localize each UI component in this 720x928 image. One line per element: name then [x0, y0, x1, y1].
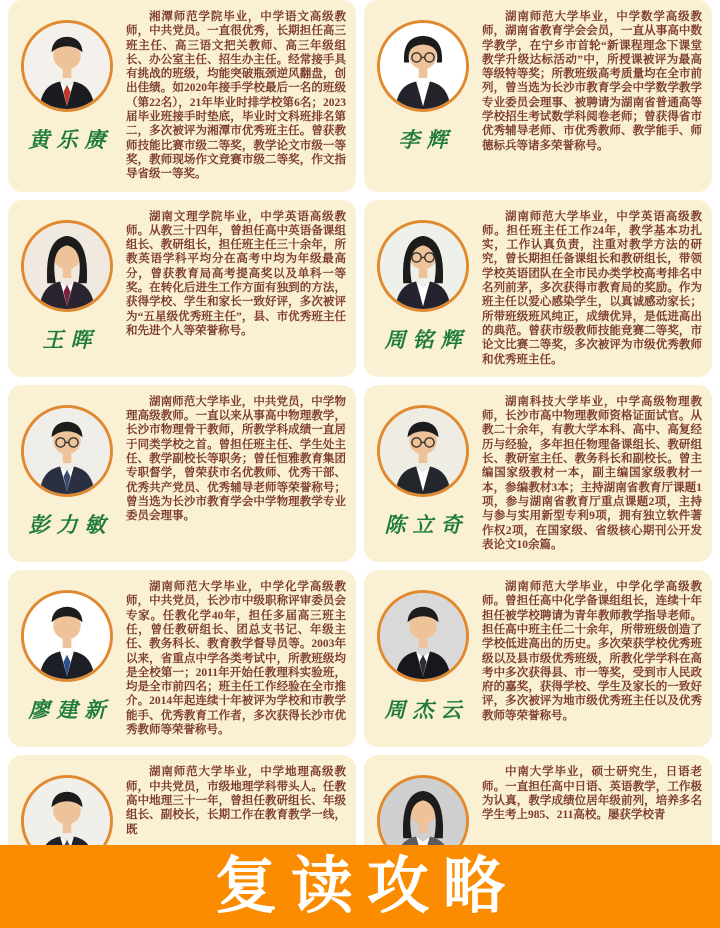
teacher-photo-column	[14, 395, 120, 552]
teacher-card	[8, 570, 356, 747]
teacher-name: 王晖	[42, 327, 99, 352]
teacher-bio: 中南大学毕业，硕士研究生，日语老师。一直担任高中日语、英语教学，工作极为认真，教学成绩位居年级前列，培养多名学生考上985、211高校。屡获学校青	[482, 766, 702, 822]
teacher-card	[8, 385, 356, 562]
teacher-photo	[377, 20, 469, 112]
teacher-card	[364, 0, 712, 192]
teacher-name: 周杰云	[384, 698, 469, 723]
teacher-photo	[21, 220, 113, 312]
teacher-bio: 湖南师范大学毕业，中学化学高级教师，中共党员，长沙市中级职称评审委员会专家。任教化学40年，担任多届高三班主任，曾任教研组长、团总支书记、年级主任、教务科长、教育教学督导员等。2003年以来，省重点中学各类考试中，所教班级均是全校第一；2011年开始任教理科实验班，均是全市前四名；班主任工作经验在全市推介。2014年起连续十年被评为学校和市教学能手、优秀教育工作者，多次获得长沙市优秀教师等荣誉称号。	[126, 581, 346, 737]
teacher-bio: 湖南师范大学毕业，中学数学高级教师，湖南省教育学会会员，一直从事高中数学教学，在宁乡市首轮“新课程理念下课堂教学升级达标活动”中，所授课被评为最高等级特等奖；所教班级高考质量均在全市前列，曾当选为长沙市教育学会中学数学教学专业委员会理事、被聘请为湖南省普通高等学校招生考试数学科阅卷老师；曾获得省市优秀辅导老师、市优秀教师、教学能手、师德标兵等诸多荣誉称号。	[482, 11, 702, 152]
teacher-name: 陈立奇	[384, 512, 469, 537]
teacher-photo-column	[370, 210, 476, 367]
teacher-photo-column	[370, 395, 476, 552]
teacher-photo-column	[14, 210, 120, 367]
teacher-photo	[21, 20, 113, 112]
teacher-photo	[377, 590, 469, 682]
teacher-name: 廖建新	[28, 698, 113, 723]
teacher-name: 黄乐赓	[28, 128, 113, 152]
teacher-bio: 湖南师范大学毕业，中共党员，中学物理高级教师。一直以来从事高中物理教学，长沙市物理骨干教师，所教学科成绩一直居于同类学校之首。曾担任班主任、学生处主任、教学副校长等职务；曾任恒雅教育集团专职督学，曾荣获市名优教师、优秀干部、优秀共产党员、优秀辅导老师等荣誉称号；曾当选为长沙市教育学会中学物理教学专业委员会理事。	[126, 395, 346, 523]
teacher-photo	[21, 590, 113, 682]
teacher-name: 彭力敏	[28, 512, 113, 537]
teacher-name: 周铭辉	[384, 327, 469, 352]
banner-title: 复读攻略	[214, 851, 519, 921]
teacher-card	[8, 200, 356, 377]
teacher-photo-column	[14, 10, 120, 182]
teacher-name: 李辉	[398, 128, 455, 152]
teacher-photo	[377, 405, 469, 497]
teacher-bio: 湖南文理学院毕业，中学英语高级教师。从教三十四年，曾担任高中英语备课组组长、教研组长，担任班主任三十余年，所教英语学科平均分在高考中均为年级最高分，曾获教育局高考提高奖以及单科一等奖。在转化后进生工作方面有独到的方法，获得学校、学生和家长一致好评，多次被评为“五星级优秀班主任”，县、市优秀班主任和先进个人等荣誉称号。	[126, 210, 346, 337]
teacher-photo	[21, 405, 113, 497]
teacher-photo	[377, 220, 469, 312]
teacher-photo-column	[370, 580, 476, 737]
teacher-bio: 湘潭师范学院毕业，中学语文高级教师，中共党员。一直很优秀，长期担任高三班主任、高三语文把关教师、高三年级组长、办公室主任、招生办主任。经常接手具有挑战的班级，均能突破瓶颈逆风翻盘，创出佳绩。如2020年接手学校最后一名的班级（第22名），21年毕业时排学校第6名；2023届毕业班接手时垫底，毕业时文科班排名第二，多次被评为湘潭市优秀班主任。曾获教师技能比赛市级二等奖，教学论文市级一等奖，教师现场作文竞赛市级二等奖，作文指导省级一等奖。	[126, 11, 346, 181]
teacher-card	[364, 385, 712, 562]
bottom-banner	[0, 845, 720, 928]
teacher-card	[364, 200, 712, 377]
teacher-card	[8, 0, 356, 192]
teacher-bio: 湖南师范大学毕业，中学化学高级教师。曾担任高中化学备课组组长，连续十年担任被学校聘请为青年教师教学指导老师。担任高中班主任二十余年，所带班级创造了学校低进高出的历史。多次荣获学校优秀班级以及县市级优秀班级，所教化学学科在高考中多次获得县、市一等奖，受到市人民政府的嘉奖，获得学校、学生及家长的一致好评，多次被评为地市级优秀班主任以及优秀教师等荣誉称号。	[482, 581, 702, 722]
teacher-photo-column	[370, 10, 476, 182]
teacher-bio: 湖南科技大学毕业，中学高级物理教师，长沙市高中物理教师资格证面试官。从教二十余年，有教大学本科、高中、高复经历与经验，多年担任物理备课组长、教研组长、教研室主任、教务科长和副校长。曾主编国家级教材一本，副主编国家级教材一本，参编教材3本；主持湖南省教育厅课题1项，参与湖南省教育厅重点课题2项，主持与参与实用新型专利9项，拥有独立软件著作权2项，在国家级、省级核心期刊公开发表论文10余篇。	[482, 395, 702, 551]
teacher-bio: 湖南师范大学毕业，中学英语高级教师。担任班主任工作24年，教学基本功扎实，工作认真负责，注重对教学方法的研究，曾长期担任备课组长和教研组长，带领学校英语团队在全市民办类学校高考排名中名列前茅，多次获得市教育局的奖励。作为班主任以爱心感染学生，以真诚感动家长；所带班级班风纯正，成绩优异，是低进高出的典范。曾获市级教师技能竞赛二等奖，市论文比赛二等奖，多次被评为市级优秀教师和优秀班主任。	[482, 210, 702, 366]
teacher-card	[364, 570, 712, 747]
teacher-photo-column	[14, 580, 120, 737]
teacher-bio: 湖南师范大学毕业，中学地理高级教师，中共党员，市级地理学科带头人。任教高中地理三十一年，曾担任教研组长、年级组长、副校长，长期工作在教育教学一线，既	[126, 766, 346, 836]
